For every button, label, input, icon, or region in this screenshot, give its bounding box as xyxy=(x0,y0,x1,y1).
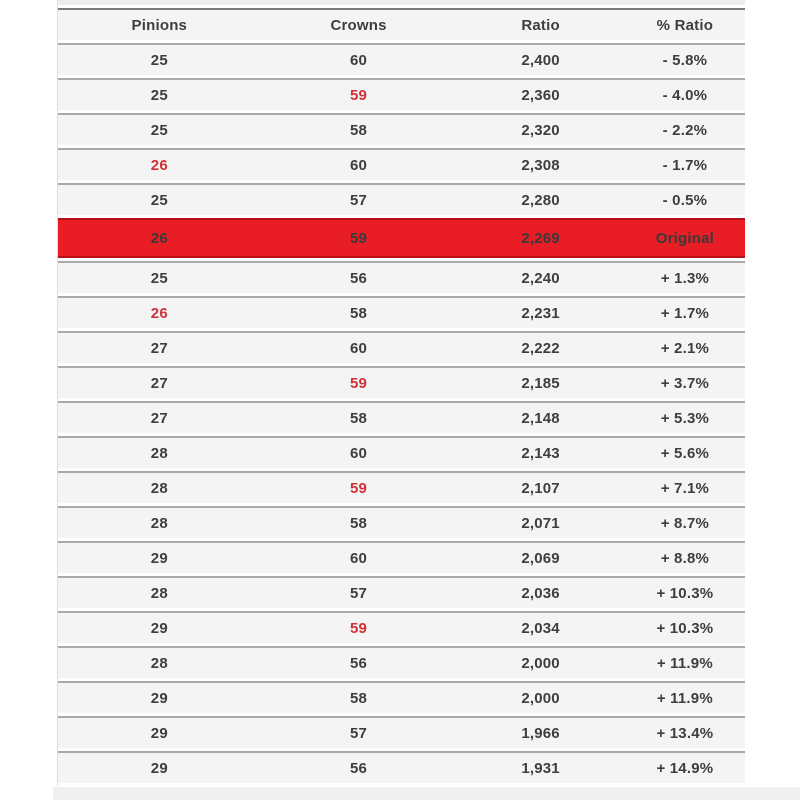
cell-ratio: 2,036 xyxy=(456,576,624,608)
cell-crowns: 59 xyxy=(261,78,457,110)
col-header-pct-ratio: % Ratio xyxy=(625,8,745,40)
cell-crowns: 59 xyxy=(261,218,457,258)
gear-ratio-table-section xyxy=(57,0,745,786)
cell-crowns: 60 xyxy=(261,436,457,468)
cell-crowns: 60 xyxy=(261,43,457,75)
cell-pinions: 25 xyxy=(58,43,261,75)
cell-ratio: 2,231 xyxy=(456,296,624,328)
table-row xyxy=(58,471,745,503)
cell-crowns: 58 xyxy=(261,681,457,713)
cell-ratio: 2,320 xyxy=(456,113,624,145)
cell-pct: + 1.7% xyxy=(625,296,745,328)
cell-pct: - 2.2% xyxy=(625,113,745,145)
cell-pct: + 14.9% xyxy=(625,751,745,783)
cell-ratio: 2,000 xyxy=(456,681,624,713)
col-header-pinions: Pinions xyxy=(58,8,261,40)
table-row xyxy=(58,43,745,75)
header-row xyxy=(58,8,745,40)
table-row xyxy=(58,366,745,398)
cell-crowns: 56 xyxy=(261,261,457,293)
cell-pinions: 29 xyxy=(58,611,261,643)
cell-pct: - 4.0% xyxy=(625,78,745,110)
cell-pinions: 28 xyxy=(58,576,261,608)
cell-crowns: 57 xyxy=(261,716,457,748)
cell-pct: Original xyxy=(625,218,745,258)
next-section-edge xyxy=(53,787,800,800)
cell-crowns: 59 xyxy=(261,611,457,643)
cell-ratio: 1,966 xyxy=(456,716,624,748)
cell-ratio: 2,185 xyxy=(456,366,624,398)
cell-ratio: 2,280 xyxy=(456,183,624,215)
cell-crowns: 57 xyxy=(261,576,457,608)
table-row xyxy=(58,541,745,573)
cell-pct: + 8.7% xyxy=(625,506,745,538)
cell-crowns: 59 xyxy=(261,366,457,398)
cell-pinions: 29 xyxy=(58,751,261,783)
cell-crowns: 59 xyxy=(261,471,457,503)
cell-ratio: 2,308 xyxy=(456,148,624,180)
cell-pinions: 28 xyxy=(58,506,261,538)
cell-crowns: 58 xyxy=(261,506,457,538)
cell-ratio: 2,107 xyxy=(456,471,624,503)
cell-pinions: 29 xyxy=(58,541,261,573)
cell-ratio: 2,148 xyxy=(456,401,624,433)
table-row xyxy=(58,331,745,363)
cell-pinions: 27 xyxy=(58,401,261,433)
cell-pct: + 5.6% xyxy=(625,436,745,468)
table-row xyxy=(58,646,745,678)
gear-ratio-table xyxy=(58,5,745,786)
table-row xyxy=(58,148,745,180)
cell-pinions: 26 xyxy=(58,148,261,180)
cell-crowns: 58 xyxy=(261,113,457,145)
cell-pinions: 26 xyxy=(58,296,261,328)
cell-pct: + 8.8% xyxy=(625,541,745,573)
cell-pinions: 28 xyxy=(58,646,261,678)
cell-ratio: 2,143 xyxy=(456,436,624,468)
table-row xyxy=(58,681,745,713)
table-row xyxy=(58,716,745,748)
cell-pct: + 10.3% xyxy=(625,576,745,608)
table-row xyxy=(58,183,745,215)
cell-pct: + 7.1% xyxy=(625,471,745,503)
cell-pinions: 27 xyxy=(58,331,261,363)
cell-pinions: 29 xyxy=(58,716,261,748)
cell-pct: + 13.4% xyxy=(625,716,745,748)
cell-ratio: 2,240 xyxy=(456,261,624,293)
col-header-crowns: Crowns xyxy=(261,8,457,40)
cell-pinions: 25 xyxy=(58,183,261,215)
table-row xyxy=(58,611,745,643)
table-row xyxy=(58,576,745,608)
cell-pct: + 2.1% xyxy=(625,331,745,363)
cell-pct: + 5.3% xyxy=(625,401,745,433)
table-row xyxy=(58,296,745,328)
col-header-ratio: Ratio xyxy=(456,8,624,40)
cell-pct: - 5.8% xyxy=(625,43,745,75)
cell-ratio: 2,071 xyxy=(456,506,624,538)
cell-pct: - 0.5% xyxy=(625,183,745,215)
cell-pinions: 28 xyxy=(58,436,261,468)
cell-pct: + 11.9% xyxy=(625,646,745,678)
table-row xyxy=(58,506,745,538)
table-row xyxy=(58,113,745,145)
cell-ratio: 2,222 xyxy=(456,331,624,363)
cell-ratio: 2,069 xyxy=(456,541,624,573)
cell-pinions: 25 xyxy=(58,78,261,110)
table-row xyxy=(58,78,745,110)
cell-ratio: 2,360 xyxy=(456,78,624,110)
cell-pinions: 28 xyxy=(58,471,261,503)
cell-pct: + 11.9% xyxy=(625,681,745,713)
table-row-original xyxy=(58,218,745,258)
cell-pct: + 1.3% xyxy=(625,261,745,293)
cell-crowns: 58 xyxy=(261,401,457,433)
cell-pct: + 10.3% xyxy=(625,611,745,643)
cell-crowns: 56 xyxy=(261,646,457,678)
table-row xyxy=(58,261,745,293)
cell-ratio: 1,931 xyxy=(456,751,624,783)
cell-ratio: 2,000 xyxy=(456,646,624,678)
cell-crowns: 58 xyxy=(261,296,457,328)
cell-crowns: 60 xyxy=(261,541,457,573)
cell-ratio: 2,269 xyxy=(456,218,624,258)
cell-pct: + 3.7% xyxy=(625,366,745,398)
cell-ratio: 2,400 xyxy=(456,43,624,75)
cell-pct: - 1.7% xyxy=(625,148,745,180)
cell-pinions: 25 xyxy=(58,261,261,293)
cell-pinions: 25 xyxy=(58,113,261,145)
cell-pinions: 26 xyxy=(58,218,261,258)
table-row xyxy=(58,436,745,468)
cell-ratio: 2,034 xyxy=(456,611,624,643)
table-row xyxy=(58,401,745,433)
cell-crowns: 56 xyxy=(261,751,457,783)
cell-crowns: 60 xyxy=(261,148,457,180)
cell-pinions: 29 xyxy=(58,681,261,713)
cell-crowns: 60 xyxy=(261,331,457,363)
cell-pinions: 27 xyxy=(58,366,261,398)
cell-crowns: 57 xyxy=(261,183,457,215)
table-row xyxy=(58,751,745,783)
